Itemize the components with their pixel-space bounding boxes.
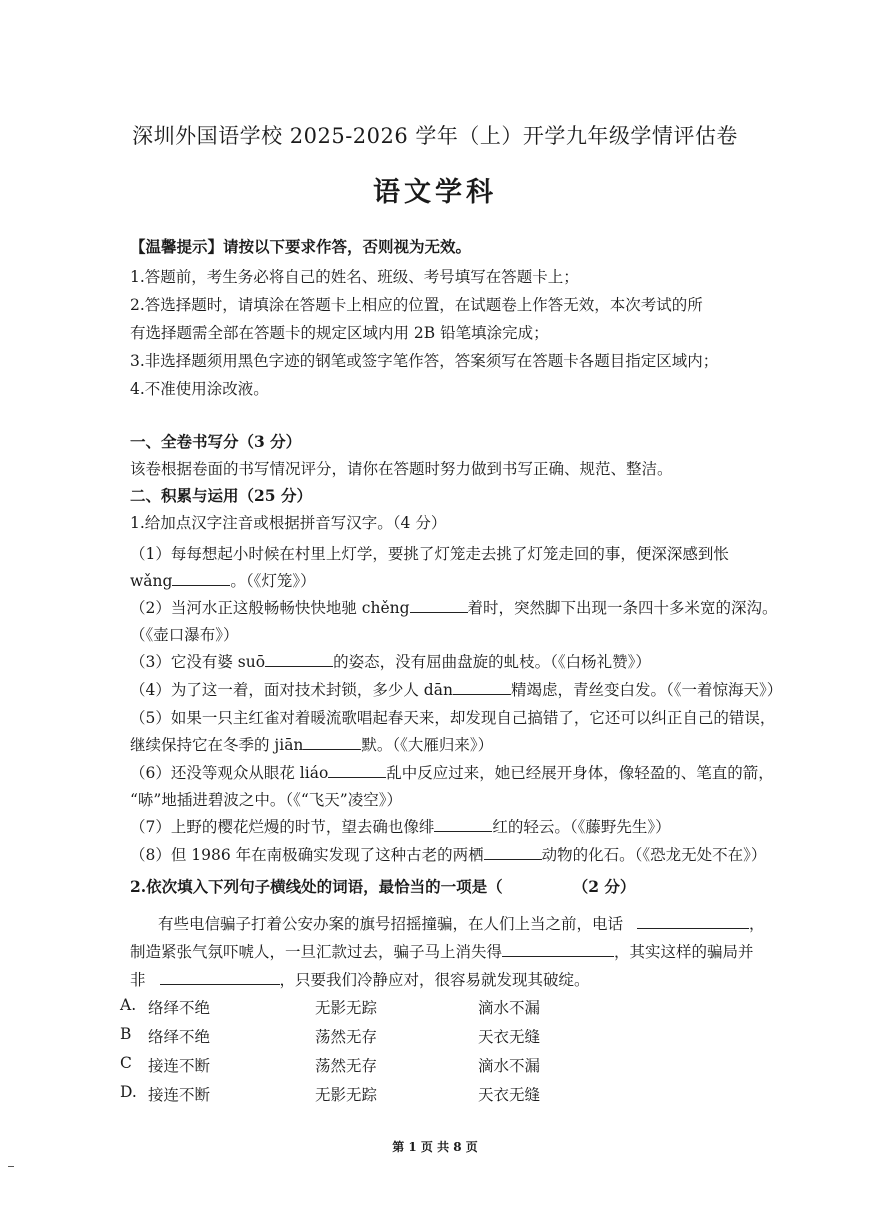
- option-word: 络绎不绝: [148, 1028, 211, 1046]
- notice-item-1: 1.答题前，考生务必将自己的姓名、班级、考号填写在答题卡上；: [130, 268, 579, 286]
- subject-title: 语文学科: [373, 177, 497, 208]
- passage-text: ，只要我们冷静应对，很容易就发现其破绽。: [279, 971, 590, 989]
- answer-blank: [303, 735, 361, 750]
- option-word: 天衣无缝: [478, 1028, 541, 1046]
- item-text: 动物的化石。（《恐龙无处不在》）: [541, 846, 767, 864]
- answer-blank: [502, 942, 614, 957]
- passage-text: ，其实这样的骗局并: [614, 943, 754, 961]
- q1-stem: 1.给加点汉字注音或根据拼音写汉字。（4 分）: [130, 514, 447, 532]
- q1-item-3: [130, 650, 651, 672]
- item-text: 着时，突然脚下出现一条四十多米宽的深沟。: [467, 599, 778, 617]
- item-text: 红的轻云。（《藤野先生》）: [492, 818, 671, 836]
- item-text: 乱中反应过来，她已经展开身体，像轻盈的、笔直的箭，: [386, 764, 774, 782]
- option-word: 络绎不绝: [148, 999, 211, 1017]
- option-word: 接连不断: [148, 1086, 211, 1104]
- option-word: 荡然无存: [315, 1057, 378, 1075]
- q2-passage-line-1: [158, 912, 765, 934]
- answer-blank: [160, 970, 280, 985]
- q1-item-8: [130, 843, 766, 865]
- section1-text: 该卷根据卷面的书写情况评分，请你在答题时努力做到书写正确、规范、整洁。: [130, 460, 673, 478]
- answer-blank: [265, 652, 333, 667]
- answer-blank: [637, 914, 749, 929]
- notice-item-3: 3.非选择题须用黑色字迹的钢笔或签字笔作答，答案须写在答题卡各题目指定区域内；: [130, 352, 719, 370]
- notice-item-4: 4.不准使用涂改液。: [130, 380, 269, 398]
- answer-blank: [484, 845, 542, 860]
- item-text: 默。（《大雁归来》）: [361, 736, 494, 754]
- q1-item-4: [130, 678, 782, 700]
- section1-heading: 一、全卷书写分（3 分）: [130, 432, 302, 451]
- item-text: （3）它没有婆 suō: [130, 653, 266, 671]
- item-text: 继续保持它在冬季的 jiān: [130, 736, 304, 754]
- item-text: 精竭虑，青丝变白发。（《一着惊海天》）: [510, 681, 783, 699]
- answer-blank: [434, 817, 492, 832]
- option-label: D.: [120, 1083, 137, 1101]
- q1-item-6-cont: “哧”地插进碧波之中。（《“飞天”凌空》）: [130, 791, 402, 809]
- option-word: 滴水不漏: [478, 999, 541, 1017]
- option-word: 无影无踪: [315, 1086, 378, 1104]
- pinyin: wǎng: [130, 572, 173, 590]
- option-label: A.: [120, 996, 137, 1014]
- passage-text: 有些电信骗子打着公安办案的旗号招摇撞骗，在人们上当之前，电话: [158, 915, 624, 933]
- q2-passage-line-2: [130, 940, 754, 962]
- answer-blank: [328, 763, 386, 778]
- q1-item-6: [130, 761, 774, 783]
- option-word: 荡然无存: [315, 1028, 378, 1046]
- q1-item-2-source: （《壶口瀑布》）: [130, 626, 239, 644]
- item-text: （4）为了这一着，面对技术封锁，多少人 dān: [130, 681, 453, 699]
- option-label: B: [120, 1025, 132, 1043]
- q1-item-1-cont: [130, 569, 316, 591]
- passage-text: 非: [130, 971, 146, 989]
- option-word: 接连不断: [148, 1057, 211, 1075]
- item-text: （8）但 1986 年在南极确实发现了这种古老的两栖: [130, 846, 484, 864]
- q2-stem: [130, 875, 635, 897]
- item-text: （6）还没等观众从眼花 liáo: [130, 764, 329, 782]
- q1-item-2: [130, 596, 778, 618]
- question-text: 2.依次填入下列句子横线处的词语，最恰当的一项是（: [130, 877, 503, 896]
- q1-item-5-cont: [130, 733, 493, 755]
- q2-passage-line-3: [130, 968, 590, 990]
- source-text: 。（《灯笼》）: [230, 572, 316, 590]
- passage-text: 制造紧张气氛吓唬人，一旦汇款过去，骗子马上消失得: [130, 943, 503, 961]
- passage-text: ，: [749, 915, 765, 933]
- question-score: （2 分）: [572, 877, 636, 896]
- scan-mark: [8, 1166, 14, 1167]
- section2-heading: 二、积累与运用（25 分）: [130, 486, 312, 505]
- option-word: 滴水不漏: [478, 1057, 541, 1075]
- notice-item-2-cont: 有选择题需全部在答题卡的规定区域内用 2B 铅笔填涂完成；: [130, 324, 549, 342]
- item-text: （7）上野的樱花烂熳的时节，望去确也像绯: [130, 818, 435, 836]
- item-text: 的姿态，没有屈曲盘旋的虬枝。（《白杨礼赞》）: [333, 653, 651, 671]
- exam-title: 深圳外国语学校 2025-2026 学年（上）开学九年级学情评估卷: [132, 124, 738, 148]
- option-word: 天衣无缝: [478, 1086, 541, 1104]
- item-text: （2）当河水正这般畅畅快快地驰 chěng: [130, 599, 410, 617]
- q1-item-7: [130, 815, 671, 837]
- q1-item-1: （1）每每想起小时候在村里上灯学，要挑了灯笼走去挑了灯笼走回的事，便深深感到怅: [130, 545, 729, 563]
- notice-item-2: 2.答选择题时，请填涂在答题卡上相应的位置，在试题卷上作答无效，本次考试的所: [130, 296, 703, 314]
- answer-blank: [172, 571, 230, 586]
- page-number: 第 1 页 共 8 页: [392, 1140, 478, 1154]
- answer-blank: [453, 680, 511, 695]
- option-word: 无影无踪: [315, 999, 378, 1017]
- notice-heading: 【温馨提示】请按以下要求作答，否则视为无效。: [130, 237, 472, 256]
- q1-item-5: （5）如果一只主红雀对着暖流歌唱起春天来，却发现自己搞错了，它还可以纠正自己的错误，: [130, 709, 776, 727]
- option-label: C: [120, 1054, 132, 1072]
- answer-blank: [410, 598, 468, 613]
